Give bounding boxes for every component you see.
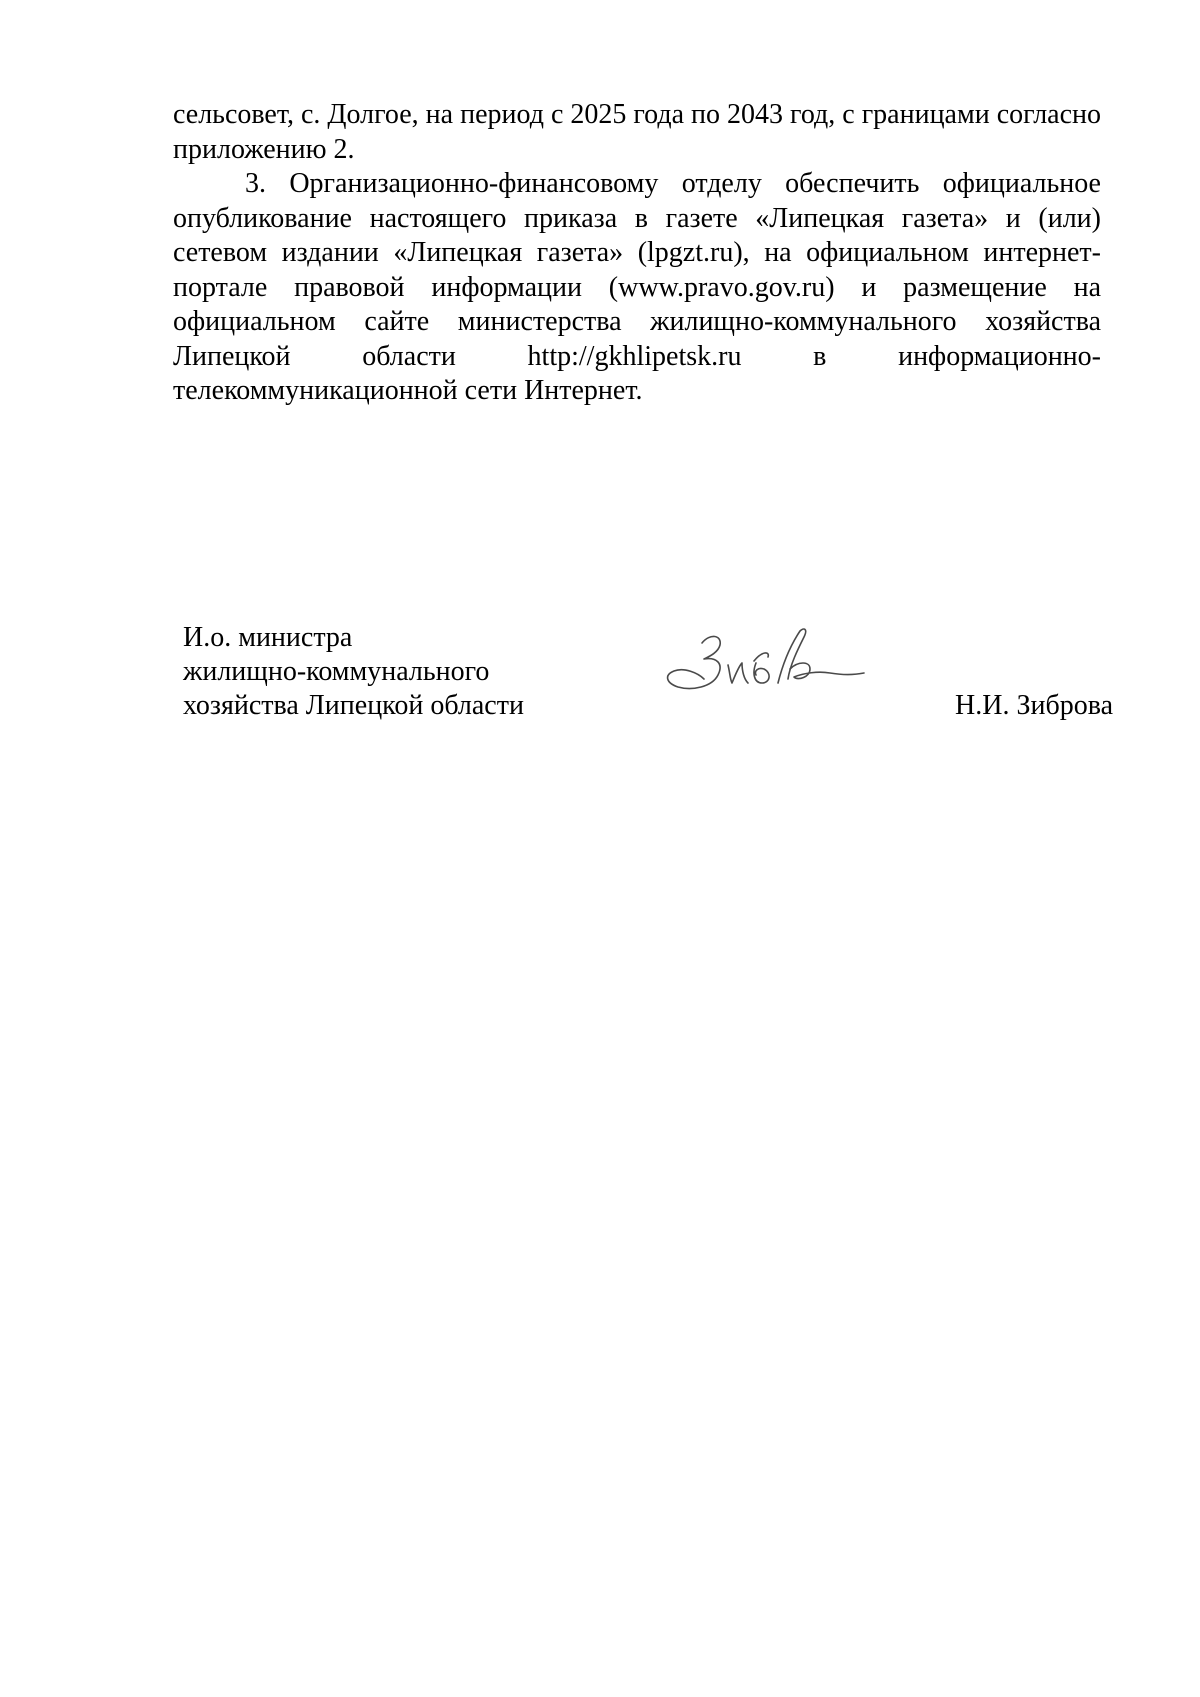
signer-title (183, 621, 603, 723)
signer-name: Н.И. Зиброва (955, 690, 1113, 721)
handwritten-signature (658, 621, 868, 721)
signature-block (183, 621, 1113, 731)
paragraph-item-3: 3. Организационно-финансовому отделу обеспечить официальное опубликование настоящего приказа в газете «Липецкая газета» и (или) сетевом издании «Липецкая газета» (lpgzt.ru), на официальном интернет-портале правовой информации (www.pravo.gov.ru) и размещение на официальном сайте министерства жилищно-коммунального хозяйства Липецкой области http://gkhlipetsk.ru в информационно-телекоммуникационной сети Интернет. (173, 168, 1101, 406)
signer-title-line-2: жилищно-коммунального (183, 656, 490, 687)
document-body (173, 98, 1101, 409)
signer-title-line-1: И.о. министра (183, 622, 353, 653)
signer-title-line-3: хозяйства Липецкой области (183, 690, 524, 721)
paragraph-continuation: сельсовет, с. Долгое, на период с 2025 года по 2043 год, с границами согласно приложению 2. (173, 99, 1101, 165)
